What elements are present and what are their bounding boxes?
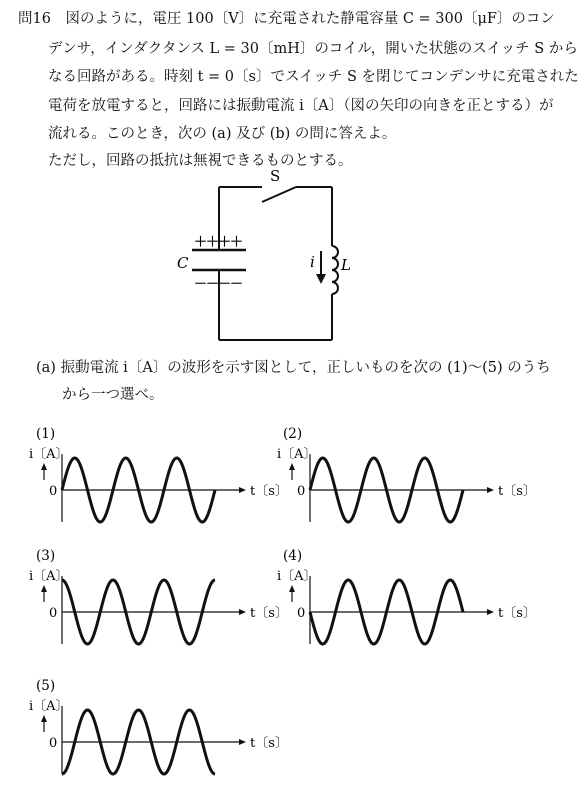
option-1-origin-label: 0 (49, 484, 58, 499)
capacitor-label: C (177, 254, 189, 272)
option-5-y-arrow-head (41, 715, 47, 722)
subquestion-a-line-1: (a) 振動電流 i〔A〕の波形を示す図として，正しいものを次の (1)～(5) のうち (36, 360, 551, 376)
option-4-y-axis-label: i〔A〕 (277, 569, 317, 584)
option-4-label: (4) (283, 548, 303, 564)
question-line-4: 電荷を放電すると，回路には振動電流 i〔A〕（図の矢印の向きを正とする）が (48, 98, 554, 114)
option-4-x-arrow-head (487, 609, 494, 615)
question-note: ただし，回路の抵抗は無視できるものとする。 (48, 153, 353, 169)
switch-label: S (270, 167, 281, 185)
option-2-x-arrow-head (487, 487, 494, 493)
option-5-x-axis-label: t〔s〕 (250, 736, 288, 751)
question-line-2: デンサ，インダクタンス L = 30〔mH〕のコイル，開いた状態のスイッチ S から (48, 41, 578, 57)
option-2-y-arrow-head (289, 463, 295, 470)
current-label: i (310, 253, 315, 271)
option-3-label: (3) (36, 548, 56, 564)
option-2-x-axis-label: t〔s〕 (498, 484, 536, 499)
option-4-y-arrow-head (289, 585, 295, 592)
inductor-label: L (341, 256, 351, 274)
option-5-x-arrow-head (239, 739, 246, 745)
option-4-origin-label: 0 (297, 606, 306, 621)
option-1-y-arrow-head (41, 463, 47, 470)
option-3-y-axis-label: i〔A〕 (29, 569, 69, 584)
question-line-1: 問16 図のように，電圧 100〔V〕に充電された静電容量 C = 300〔μF〕のコン (18, 11, 555, 27)
option-3-origin-label: 0 (49, 606, 58, 621)
capacitor-bottom-charge: －－－－ (194, 277, 243, 292)
option-1-y-axis-label: i〔A〕 (29, 447, 69, 462)
option-1-label: (1) (36, 426, 56, 442)
option-2-label: (2) (283, 426, 303, 442)
question-line-3: なる回路がある。時刻 t = 0〔s〕でスイッチ S を閉じてコンデンサに充電された (48, 69, 579, 85)
subquestion-a-line-2: から一つ選べ。 (62, 387, 164, 403)
capacitor-top-charge: ＋＋＋＋ (194, 235, 243, 250)
option-5-y-axis-label: i〔A〕 (29, 699, 69, 714)
option-2-origin-label: 0 (297, 484, 306, 499)
option-4-x-axis-label: t〔s〕 (498, 606, 536, 621)
option-3-x-arrow-head (239, 609, 246, 615)
option-3-x-axis-label: t〔s〕 (250, 606, 288, 621)
option-1-x-axis-label: t〔s〕 (250, 484, 288, 499)
option-1-x-arrow-head (239, 487, 246, 493)
option-3-y-arrow-head (41, 585, 47, 592)
question-line-5: 流れる。このとき，次の (a) 及び (b) の問に答えよ。 (48, 126, 397, 142)
option-5-label: (5) (36, 678, 56, 694)
option-5-origin-label: 0 (49, 736, 58, 751)
option-2-y-axis-label: i〔A〕 (277, 447, 317, 462)
